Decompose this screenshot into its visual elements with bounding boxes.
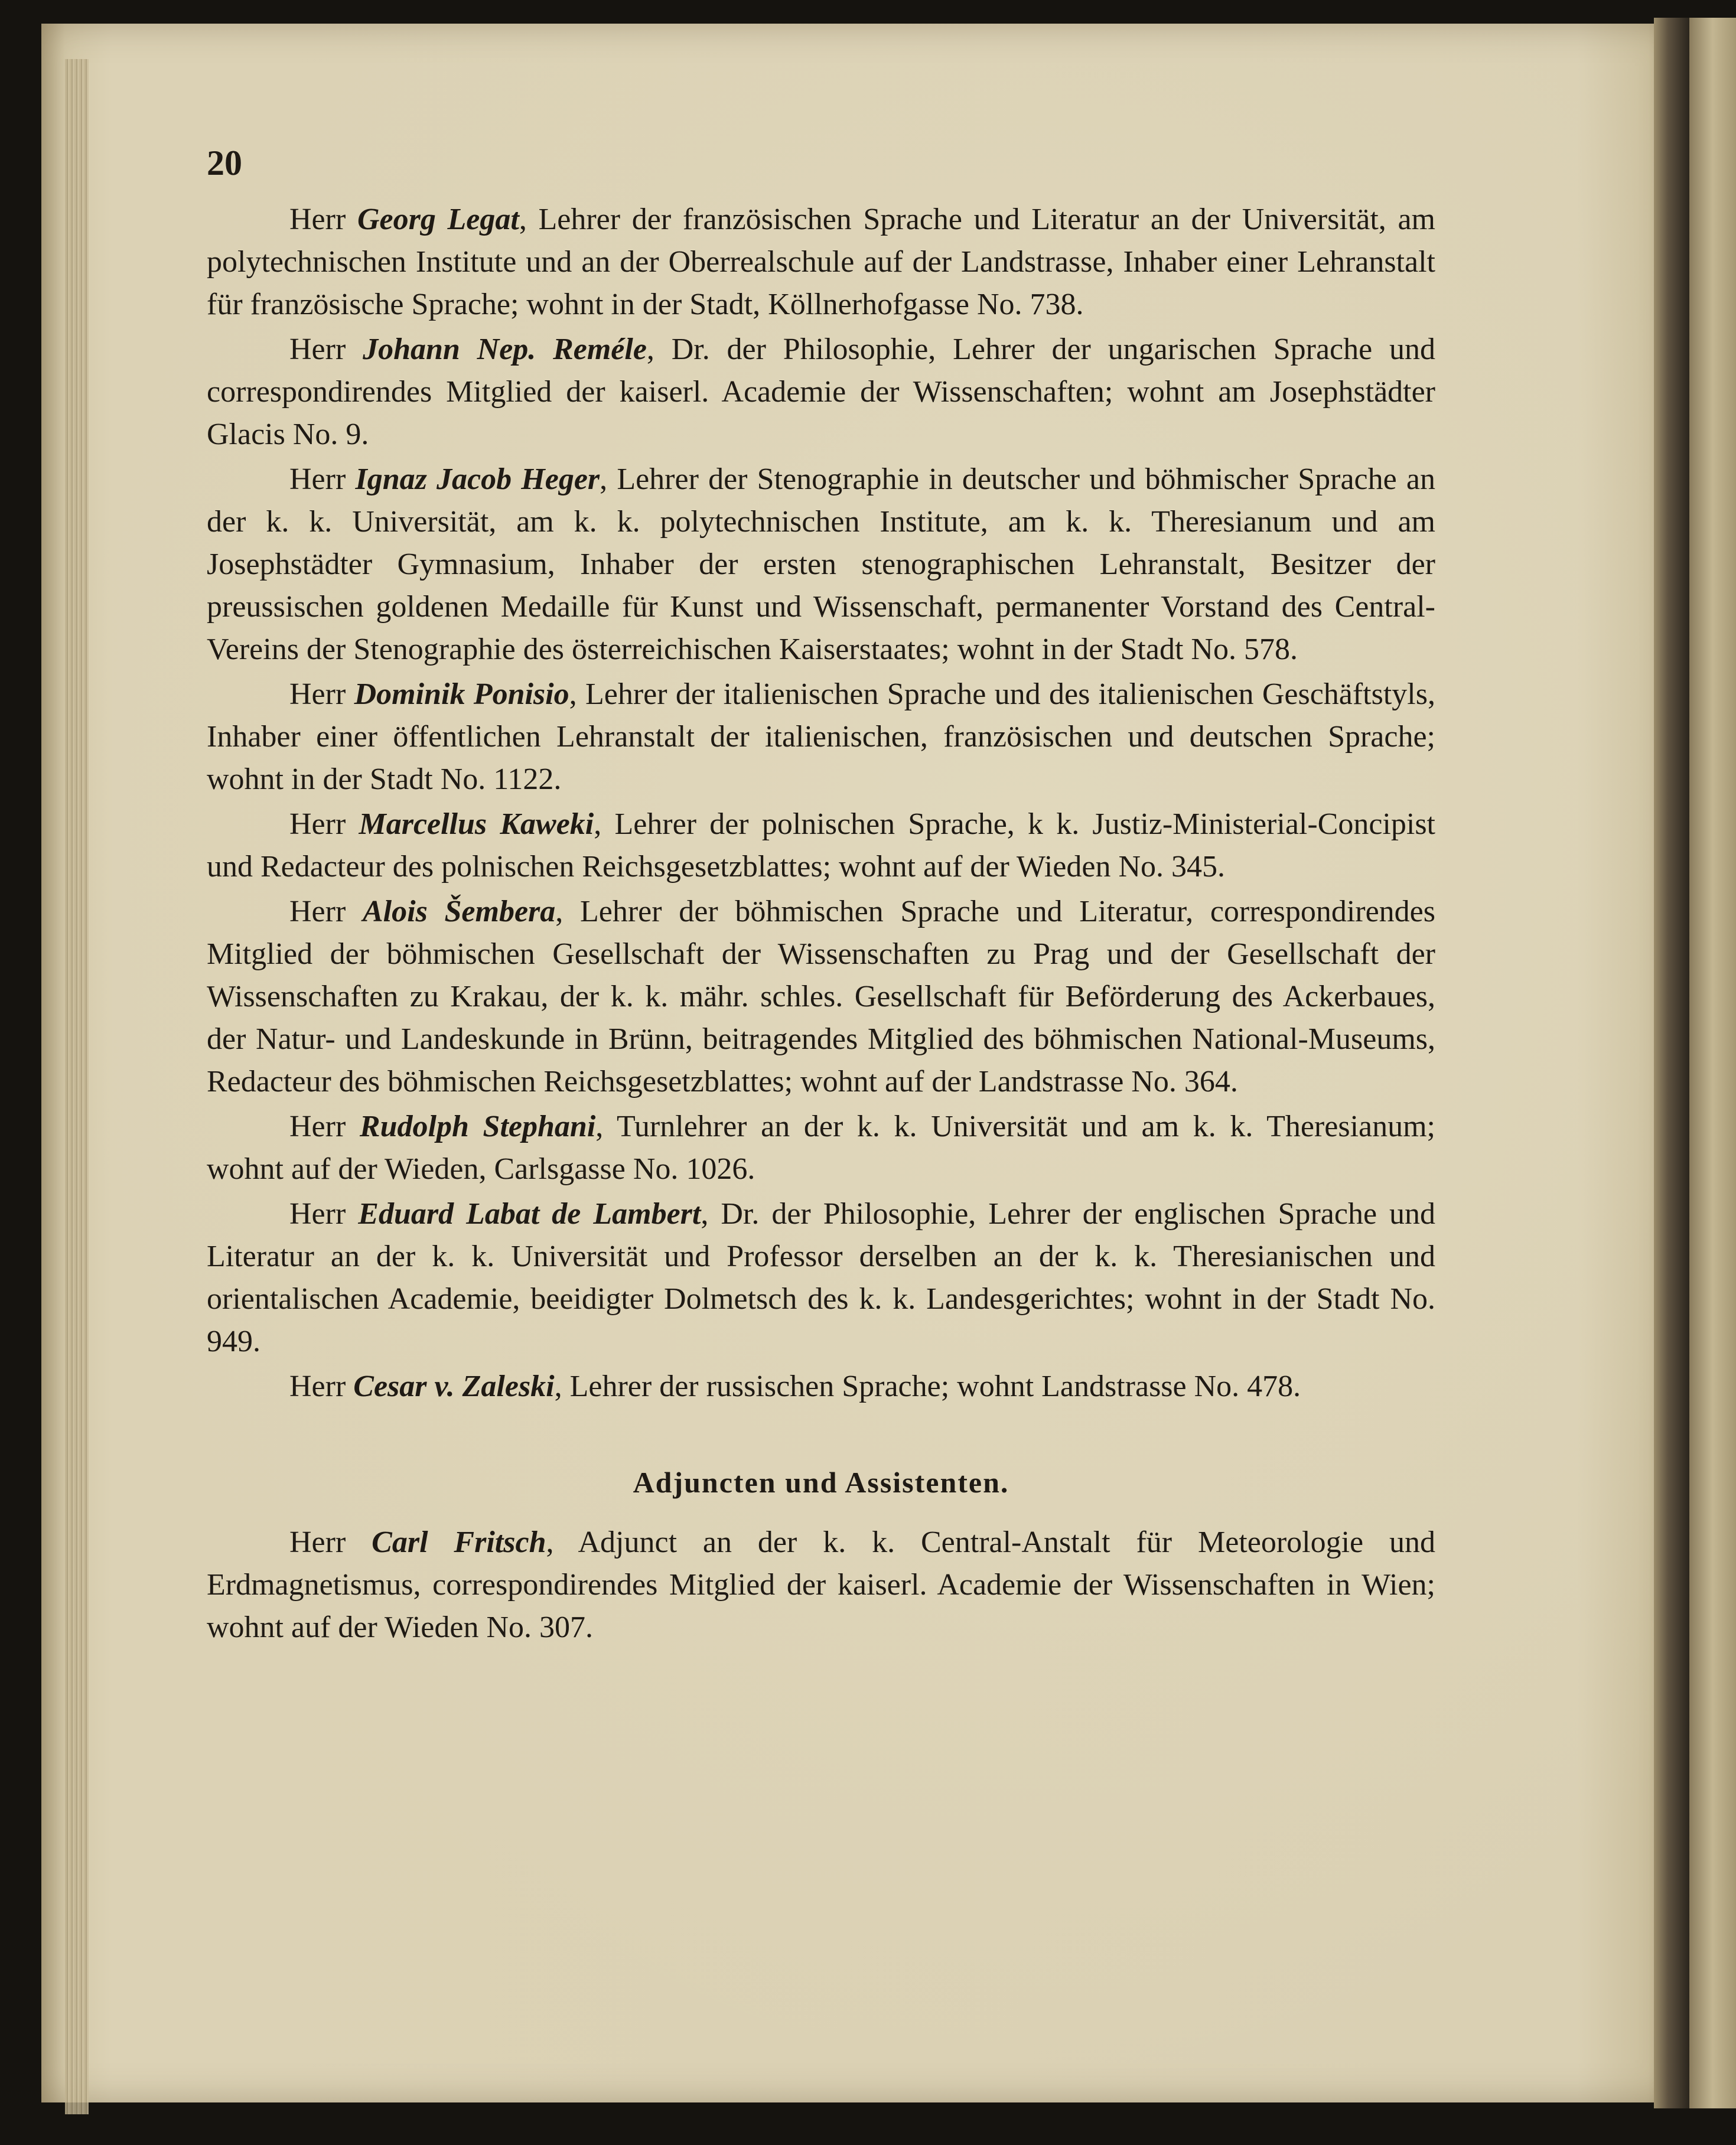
entry-marcellus-kaweki xyxy=(207,803,1435,888)
entry-text: , Dr. der Philosophie, Lehrer der englischen Sprache und Literatur an der k. k. Universität und Professor derselben an der k. k. Theresianischen und orientalischen Academie, beeidigter Dolmetsch des k. k. Landesgerichtes; wohnt in der Stadt No. 949. xyxy=(207,1197,1436,1358)
person-name: Ignaz Jacob Heger xyxy=(355,462,600,496)
entry-johann-remele xyxy=(207,328,1435,456)
entry-prefix: Herr xyxy=(289,1110,346,1143)
entry-dominik-ponisio xyxy=(207,673,1435,801)
entry-text: , Turnlehrer an der k. k. Universität und am k. k. Theresianum; wohnt auf der Wieden, Carlsgasse No. 1026. xyxy=(207,1110,1435,1186)
entry-prefix: Herr xyxy=(289,462,346,496)
person-name: Alois Šembera xyxy=(362,895,556,928)
entry-eduard-labat xyxy=(207,1193,1435,1363)
person-name: Georg Legat xyxy=(357,203,519,236)
person-name: Carl Fritsch xyxy=(372,1525,546,1559)
entry-text: , Adjunct an der k. k. Central-Anstalt für Meteorologie und Erdmagnetismus, correspondirendes Mitglied der kaiserl. Academie der Wissenschaften in Wien; wohnt auf der Wieden No. 307. xyxy=(207,1525,1436,1644)
person-name: Johann Nep. Reméle xyxy=(363,332,647,366)
entry-prefix: Herr xyxy=(289,1525,346,1559)
person-name: Eduard Labat de Lambert xyxy=(358,1197,701,1231)
entry-prefix: Herr xyxy=(289,895,346,928)
entry-ignaz-heger xyxy=(207,458,1435,671)
entry-text: , Lehrer der russischen Sprache; wohnt Landstrasse No. 478. xyxy=(554,1370,1301,1403)
entry-text: , Lehrer der Stenographie in deutscher und böhmischer Sprache an der k. k. Universität, am k. k. polytechnischen Institute, am k. k. Theresianum und am Josephstädter Gymnasium, Inhaber der ersten stenographischen Lehranstalt, Besitzer der preussischen goldenen Medaille für Kunst und Wissenschaft, permanenter Vorstand des Central-Vereins der Stenographie des österreichischen Kaiserstaates; wohnt in der Stadt No. 578. xyxy=(207,462,1435,666)
entry-text: , Dr. der Philosophie, Lehrer der ungarischen Sprache und correspondirendes Mitglied der kaiserl. Academie der Wissenschaften; wohnt am Josephstädter Glacis No. 9. xyxy=(207,332,1435,451)
entry-rudolph-stephani xyxy=(207,1106,1435,1191)
person-name: Marcellus Kaweki xyxy=(359,807,594,841)
entry-text: , Lehrer der italienischen Sprache und des italienischen Geschäftstyls, Inhaber einer öffentlichen Lehranstalt der italienischen, französischen und deutschen Sprache; wohnt in der Stadt No. 1122. xyxy=(207,677,1435,796)
entry-prefix: Herr xyxy=(289,807,346,841)
entry-carl-fritsch xyxy=(207,1521,1435,1649)
entry-prefix: Herr xyxy=(289,677,346,711)
page-edges xyxy=(65,59,89,2114)
book-gutter xyxy=(1654,18,1689,2108)
entry-text: , Lehrer der französischen Sprache und Literatur an der Universität, am polytechnischen Institute und an der Oberrealschule auf der Landstrasse, Inhaber einer Lehranstalt für französische Sprache; wohnt in der Stadt, Köllnerhofgasse No. 738. xyxy=(207,203,1436,321)
entry-cesar-zaleski xyxy=(207,1365,1435,1408)
adjacent-page-edge xyxy=(1689,18,1736,2108)
entry-alois-sembera xyxy=(207,891,1435,1103)
entry-text: , Lehrer der polnischen Sprache, k k. Justiz-Ministerial-Concipist und Redacteur des polnischen Reichsgesetzblattes; wohnt auf der Wieden No. 345. xyxy=(207,807,1435,884)
person-name: Rudolph Stephani xyxy=(359,1110,596,1143)
entry-georg-legat xyxy=(207,198,1435,326)
page-number: 20 xyxy=(207,144,242,182)
section-heading: Adjuncten und Assistenten. xyxy=(633,1466,1009,1499)
entry-prefix: Herr xyxy=(289,332,346,366)
entry-prefix: Herr xyxy=(289,1370,346,1403)
entry-prefix: Herr xyxy=(289,1197,346,1231)
page-content xyxy=(207,142,1435,1651)
entry-prefix: Herr xyxy=(289,203,346,236)
person-name: Dominik Ponisio xyxy=(354,677,569,711)
person-name: Cesar v. Zaleski xyxy=(353,1370,555,1403)
entry-text: , Lehrer der böhmischen Sprache und Literatur, correspondirendes Mitglied der böhmischen Gesellschaft der Wissenschaften zu Prag und der Gesellschaft der Wissenschaften zu Krakau, der k. k. mähr. schles. Gesellschaft für Beförderung des Ackerbaues, der Natur- und Landeskunde in Brünn, beitragendes Mitglied des böhmischen National-Museums, Redacteur des böhmischen Reichsgesetzblattes; wohnt auf der Landstrasse No. 364. xyxy=(207,895,1436,1098)
